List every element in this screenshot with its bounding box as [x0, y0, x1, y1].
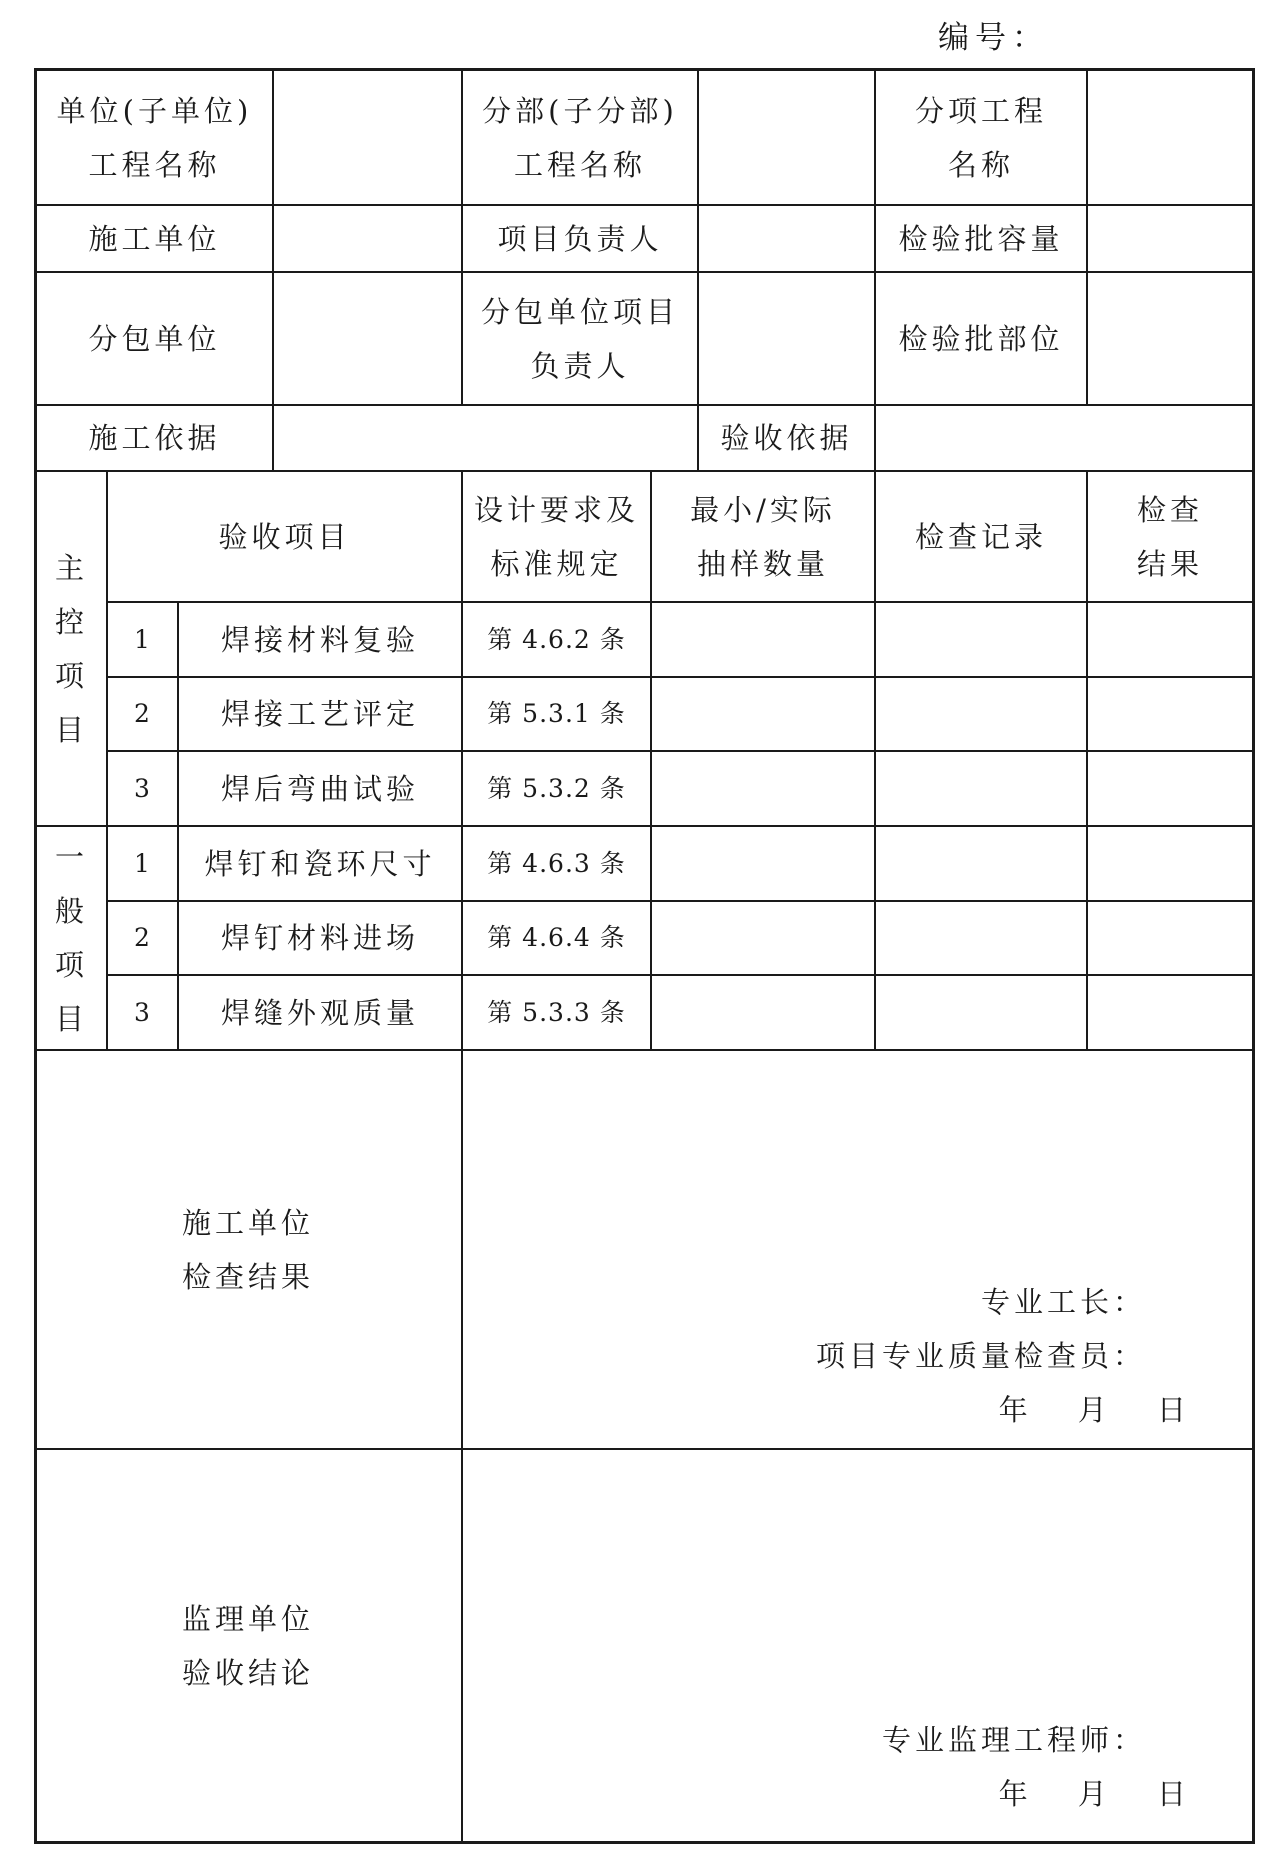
item-clause: 第 4.6.4 条 [487, 923, 626, 952]
inspection-form-table [34, 68, 1255, 1844]
batch-capacity-field[interactable] [1088, 206, 1252, 271]
inspection-record-field[interactable] [876, 976, 1086, 1049]
acceptance-basis-label: 验收依据 [720, 421, 853, 455]
item-clause: 第 4.6.2 条 [487, 624, 626, 654]
sample-count-header: 最小/实际 抽样数量 [690, 492, 836, 581]
batch-capacity-label: 检验批容量 [898, 221, 1064, 256]
inspection-record-field[interactable] [876, 902, 1086, 974]
inspection-result-field[interactable] [1088, 827, 1252, 900]
unit-project-name-field[interactable] [274, 71, 461, 204]
item-clause: 第 5.3.3 条 [487, 997, 626, 1027]
item-name: 焊钉材料进场 [220, 921, 419, 955]
inspection-record-field[interactable] [876, 678, 1086, 750]
item-clause: 第 5.3.1 条 [487, 699, 626, 728]
division-project-name-field[interactable] [699, 71, 874, 204]
inspection-record-header: 检查记录 [914, 519, 1047, 554]
subcontractor-field[interactable] [274, 273, 461, 404]
construction-unit-label: 施工单位 [88, 221, 221, 256]
item-number: 2 [134, 923, 151, 952]
item-number: 3 [134, 997, 151, 1027]
construction-check-label: 施工单位 检查结果 [182, 1205, 315, 1294]
inspection-record-field[interactable] [876, 827, 1086, 900]
division-project-name-label: 分部(子分部) 工程名称 [482, 93, 678, 182]
general-items-section-label: 一 般 项 目 [54, 840, 88, 1036]
main-items-section-label: 主 控 项 目 [54, 550, 88, 747]
construction-basis-field[interactable] [274, 406, 697, 470]
subcontractor-manager-field[interactable] [699, 273, 874, 404]
construction-check-date: 年 月 日 [998, 1393, 1190, 1427]
project-manager-field[interactable] [699, 206, 874, 271]
inspection-result-field[interactable] [1088, 976, 1252, 1049]
inspection-result-field[interactable] [1088, 902, 1252, 974]
sample-count-field[interactable] [652, 678, 874, 750]
subcontractor-manager-label: 分包单位项目 负责人 [480, 294, 679, 383]
subitem-project-name-label: 分项工程 名称 [914, 93, 1047, 182]
item-number: 2 [134, 699, 151, 728]
supervision-date: 年 月 日 [998, 1777, 1190, 1811]
item-clause: 第 4.6.3 条 [487, 848, 626, 878]
item-name: 焊缝外观质量 [220, 995, 419, 1030]
serial-number-label: 编号： [938, 20, 1049, 56]
acceptance-basis-field[interactable] [876, 406, 1252, 470]
inspection-result-header: 检查 结果 [1136, 492, 1203, 581]
supervising-engineer-signature-label: 专业监理工程师： [881, 1723, 1146, 1757]
quality-inspector-signature-label: 项目专业质量检查员： [815, 1339, 1146, 1373]
batch-location-label: 检验批部位 [898, 321, 1064, 356]
item-number: 3 [134, 773, 151, 803]
foreman-signature-label: 专业工长： [980, 1285, 1146, 1319]
sample-count-field[interactable] [652, 827, 874, 900]
item-name: 焊后弯曲试验 [220, 771, 419, 806]
construction-basis-label: 施工依据 [88, 421, 221, 455]
supervision-conclusion-label: 监理单位 验收结论 [182, 1601, 315, 1690]
project-manager-label: 项目负责人 [497, 221, 663, 256]
item-clause: 第 5.3.2 条 [487, 773, 626, 803]
construction-unit-field[interactable] [274, 206, 461, 271]
design-requirement-header: 设计要求及 标准规定 [473, 492, 639, 581]
subcontractor-label: 分包单位 [88, 321, 221, 356]
sample-count-field[interactable] [652, 976, 874, 1049]
item-name: 焊钉和瓷环尺寸 [204, 846, 436, 881]
inspection-result-field[interactable] [1088, 678, 1252, 750]
sample-count-field[interactable] [652, 752, 874, 825]
item-name: 焊接材料复验 [220, 622, 419, 657]
acceptance-item-header: 验收项目 [218, 519, 351, 554]
item-number: 1 [134, 624, 151, 654]
inspection-record-field[interactable] [876, 752, 1086, 825]
inspection-record-field[interactable] [876, 603, 1086, 676]
batch-location-field[interactable] [1088, 273, 1252, 404]
inspection-result-field[interactable] [1088, 752, 1252, 825]
sample-count-field[interactable] [652, 902, 874, 974]
item-number: 1 [134, 848, 151, 878]
subitem-project-name-field[interactable] [1088, 71, 1252, 204]
sample-count-field[interactable] [652, 603, 874, 676]
inspection-result-field[interactable] [1088, 603, 1252, 676]
unit-project-name-label: 单位(子单位) 工程名称 [56, 93, 253, 182]
item-name: 焊接工艺评定 [220, 697, 419, 731]
